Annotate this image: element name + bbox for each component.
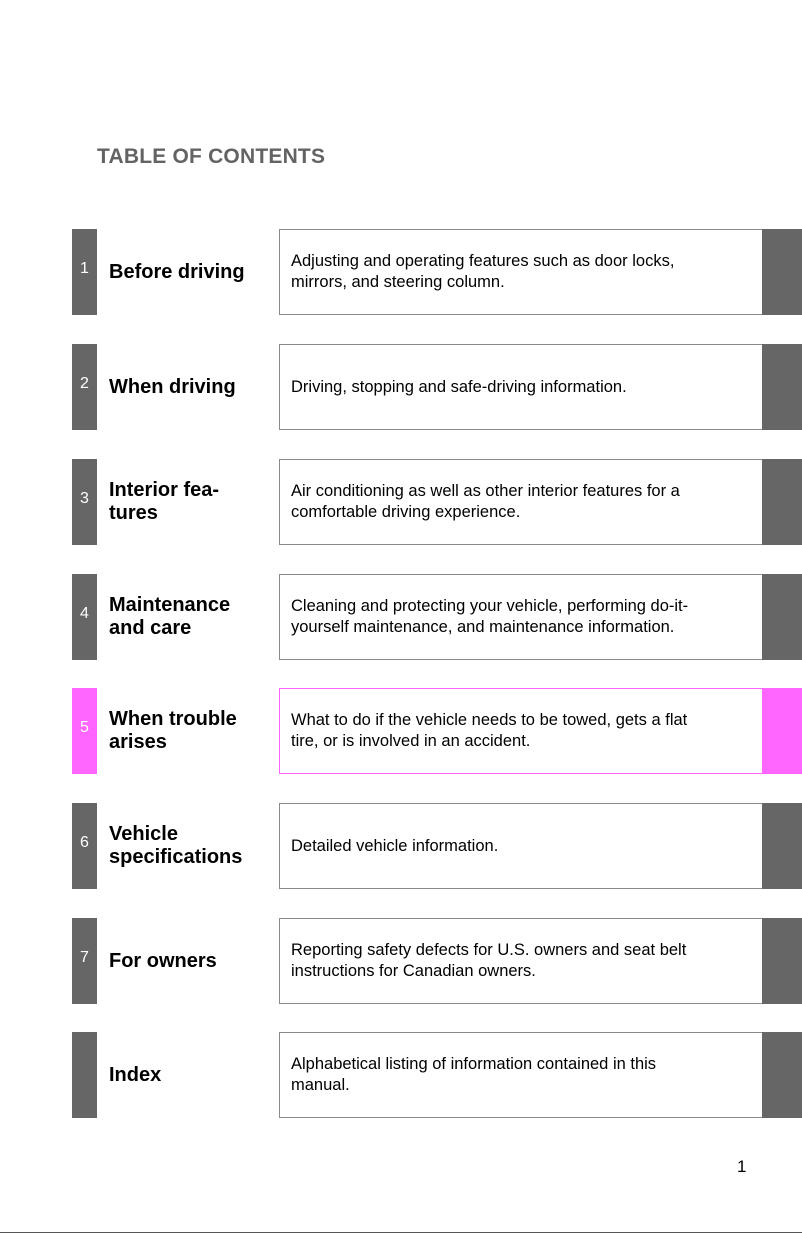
section-title[interactable]: For owners	[109, 949, 217, 972]
section-description: Reporting safety defects for U.S. owners and seat belt instructions for Canadian owners.	[279, 918, 762, 1004]
section-title[interactable]: Vehicle specifications	[109, 823, 243, 868]
section-title[interactable]: Maintenance and care	[109, 594, 231, 639]
toc-row-index[interactable]	[0, 1032, 802, 1118]
page-title: TABLE OF CONTENTS	[97, 145, 326, 168]
section-number-tab: 5	[72, 688, 97, 774]
section-title[interactable]: Before driving	[109, 260, 245, 283]
section-number-tab: 6	[72, 803, 97, 889]
edge-thumb-tab[interactable]	[762, 1032, 802, 1118]
edge-thumb-tab[interactable]	[762, 574, 802, 660]
section-description: Alphabetical listing of information contained in this manual.	[279, 1032, 762, 1118]
page-number: 1	[737, 1157, 747, 1176]
section-title[interactable]: Index	[109, 1063, 162, 1086]
section-number-tab: 7	[72, 918, 97, 1004]
section-number-tab	[72, 1032, 97, 1118]
edge-thumb-tab[interactable]	[762, 918, 802, 1004]
section-number-tab: 4	[72, 574, 97, 660]
section-description: Cleaning and protecting your vehicle, performing do-it- yourself maintenance, and maintenance information.	[279, 574, 762, 660]
edge-thumb-tab[interactable]	[762, 803, 802, 889]
section-description: Air conditioning as well as other interior features for a comfortable driving experience.	[279, 459, 762, 545]
toc-row-vehicle-specifications[interactable]	[0, 803, 802, 889]
toc-row-maintenance-and-care[interactable]	[0, 574, 802, 660]
toc-row-when-driving[interactable]	[0, 344, 802, 430]
toc-row-when-trouble-arises[interactable]	[0, 688, 802, 774]
toc-row-for-owners[interactable]	[0, 918, 802, 1004]
section-description: Adjusting and operating features such as door locks, mirrors, and steering column.	[279, 229, 762, 315]
section-description: Detailed vehicle information.	[279, 803, 762, 889]
section-number-tab: 2	[72, 344, 97, 430]
section-description: What to do if the vehicle needs to be towed, gets a flat tire, or is involved in an accident.	[279, 688, 762, 774]
section-title[interactable]: When driving	[109, 375, 236, 398]
section-title[interactable]: Interior fea- tures	[109, 479, 220, 524]
section-number-tab: 3	[72, 459, 97, 545]
section-title[interactable]: When trouble arises	[109, 708, 237, 753]
edge-thumb-tab[interactable]	[762, 688, 802, 774]
section-number-tab: 1	[72, 229, 97, 315]
edge-thumb-tab[interactable]	[762, 344, 802, 430]
bottom-divider	[0, 1232, 802, 1233]
edge-thumb-tab[interactable]	[762, 459, 802, 545]
toc-row-interior-features[interactable]	[0, 459, 802, 545]
edge-thumb-tab[interactable]	[762, 229, 802, 315]
toc-row-before-driving[interactable]	[0, 229, 802, 315]
section-description: Driving, stopping and safe-driving information.	[279, 344, 762, 430]
